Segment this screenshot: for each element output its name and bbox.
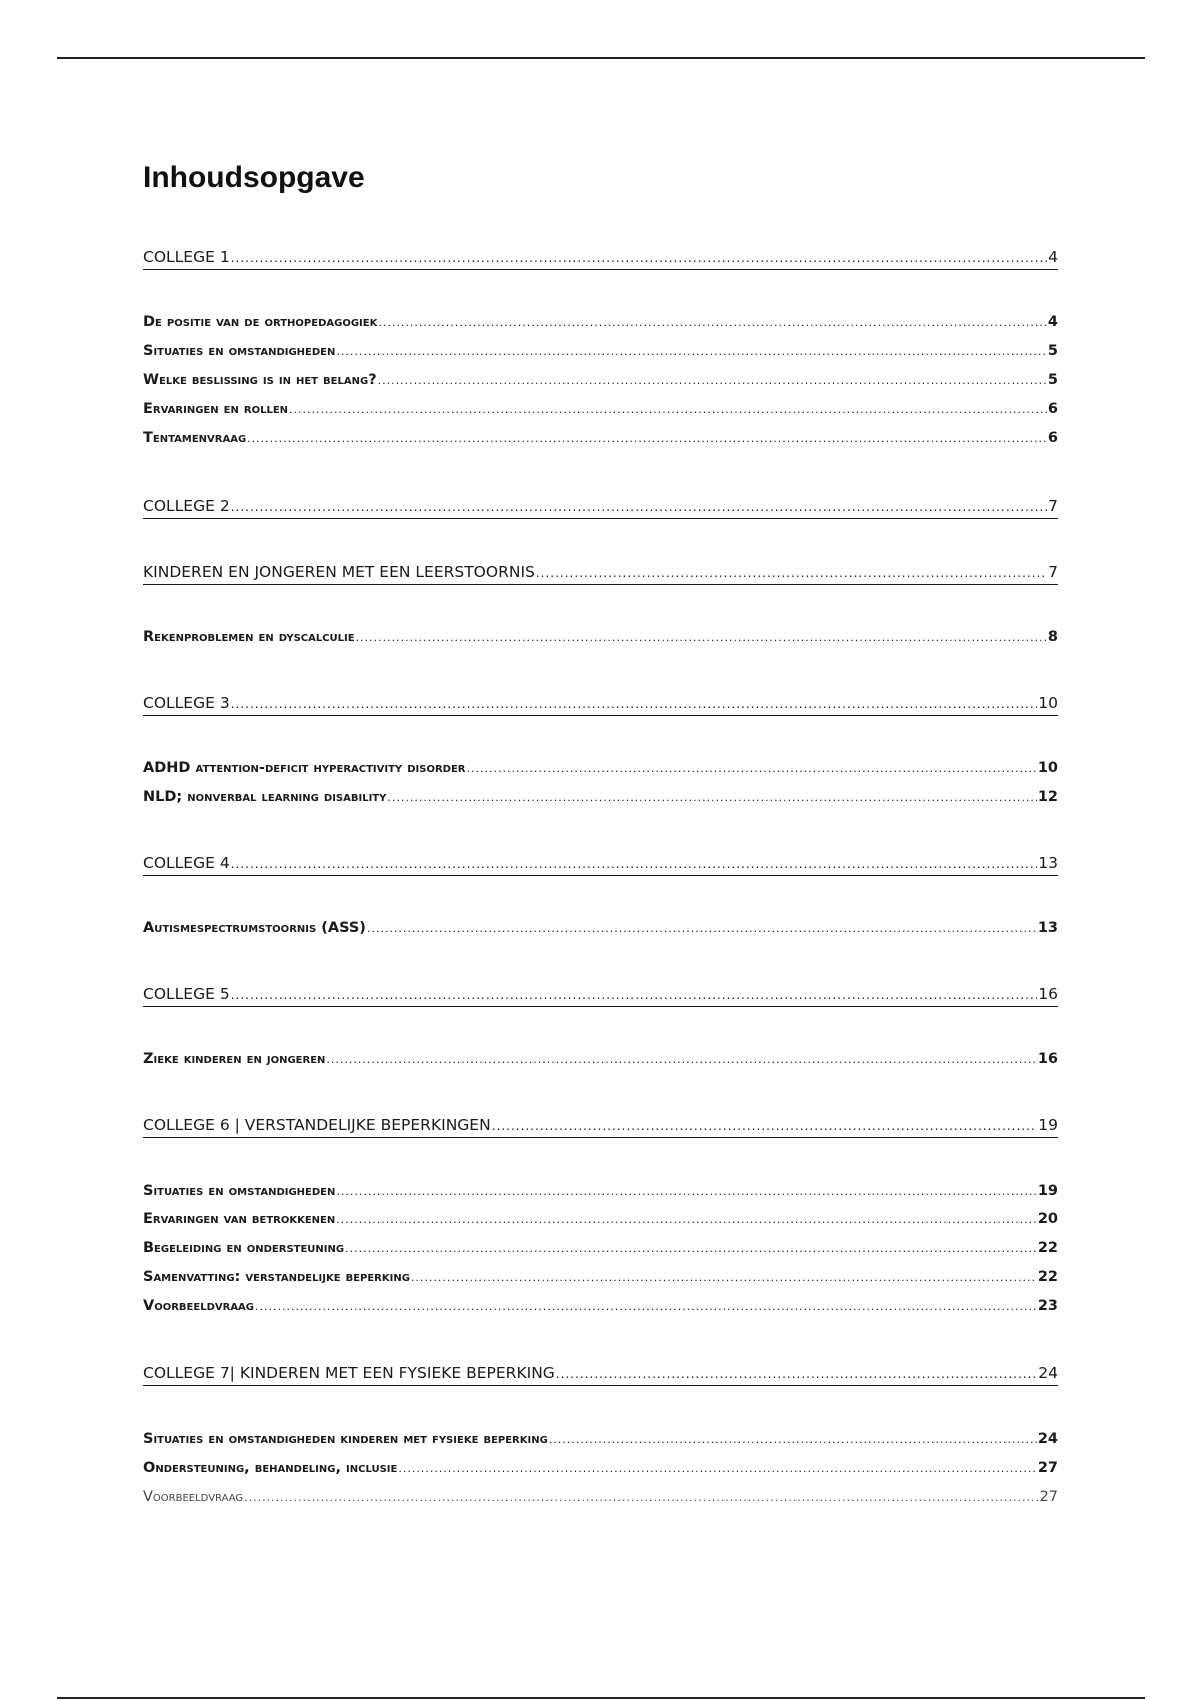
toc-entry-label: Rekenproblemen en dyscalculie — [143, 629, 355, 645]
toc-entry-label: Voorbeeldvraag — [143, 1489, 244, 1505]
toc-entry[interactable] — [143, 1183, 1058, 1203]
toc-entry-page: 6 — [1047, 401, 1058, 417]
toc-entry-page: 10 — [1038, 694, 1058, 712]
toc-entry-page: 20 — [1037, 1211, 1058, 1227]
toc-entry[interactable] — [143, 920, 1058, 940]
toc-entry-label: Autismespectrumstoornis (ASS) — [143, 920, 366, 936]
toc-entry-label: Samenvatting: verstandelijke beperking — [143, 1269, 410, 1285]
toc-entry-page: 4 — [1047, 314, 1058, 330]
toc-entry-label: Begeleiding en ondersteuning — [143, 1240, 345, 1256]
toc-entry-page: 10 — [1037, 760, 1058, 776]
toc-entry[interactable] — [143, 401, 1058, 421]
toc-entry-page: 8 — [1047, 629, 1058, 645]
toc-entry-college-7[interactable] — [143, 1364, 1058, 1386]
toc-entry-label: Tentamenvraag — [143, 430, 247, 446]
footer-rule — [57, 1697, 1145, 1699]
toc-entry-college-2[interactable] — [143, 497, 1058, 519]
toc-entry[interactable] — [143, 629, 1058, 649]
toc-entry-college-4[interactable] — [143, 854, 1058, 876]
toc-entry-page: 19 — [1037, 1183, 1058, 1199]
toc-entry-page: 13 — [1037, 920, 1058, 936]
toc-entry-label: KINDEREN EN JONGEREN MET EEN LEERSTOORNIS — [143, 563, 535, 581]
toc-entry-label: COLLEGE 4 — [143, 854, 230, 872]
toc-entry[interactable] — [143, 1431, 1058, 1451]
toc-entry[interactable] — [143, 1211, 1058, 1231]
toc-entry-page: 4 — [1048, 248, 1058, 266]
toc-entry[interactable] — [143, 760, 1058, 780]
toc-entry-page: 7 — [1048, 563, 1058, 581]
toc-entry[interactable] — [143, 1460, 1058, 1480]
toc-entry-page: 13 — [1038, 854, 1058, 872]
toc-entry-page: 23 — [1037, 1298, 1058, 1314]
toc-entry-page: 22 — [1037, 1269, 1058, 1285]
toc-entry-label: De positie van de orthopedagogiek — [143, 314, 378, 330]
toc-entry-page: 5 — [1047, 343, 1058, 359]
toc-entry-label: Situaties en omstandigheden — [143, 1183, 336, 1199]
toc-entry-page: 19 — [1038, 1116, 1058, 1134]
toc-entry-page: 24 — [1038, 1364, 1058, 1382]
toc-entry[interactable] — [143, 1240, 1058, 1260]
toc-entry[interactable] — [143, 430, 1058, 450]
toc-entry-label: Ervaringen en rollen — [143, 401, 289, 417]
toc-entry-page: 16 — [1037, 1051, 1058, 1067]
toc-entry-page: 22 — [1037, 1240, 1058, 1256]
toc-entry-label: Situaties en omstandigheden kinderen met fysieke beperking — [143, 1431, 548, 1447]
toc-entry-label: COLLEGE 1 — [143, 248, 230, 266]
toc-entry-label: Zieke kinderen en jongeren — [143, 1051, 326, 1067]
toc-entry-page: 7 — [1048, 497, 1058, 515]
toc-entry-label: Voorbeeldvraag — [143, 1298, 255, 1314]
toc-entry-page: 12 — [1037, 789, 1058, 805]
toc-entry-label: COLLEGE 7| KINDEREN MET EEN FYSIEKE BEPERKING — [143, 1364, 555, 1382]
toc-entry[interactable] — [143, 343, 1058, 363]
toc-entry-page: 27 — [1039, 1489, 1058, 1505]
toc-entry-label: Situaties en omstandigheden — [143, 343, 336, 359]
toc-entry[interactable] — [143, 1298, 1058, 1318]
toc-entry-label: Welke beslissing is in het belang? — [143, 372, 377, 388]
toc-entry-page: 27 — [1037, 1460, 1058, 1476]
toc-entry[interactable] — [143, 1489, 1058, 1509]
toc-entry-college-6[interactable] — [143, 1116, 1058, 1138]
toc-entry[interactable] — [143, 314, 1058, 334]
toc-entry-label: Ondersteuning, behandeling, inclusie — [143, 1460, 398, 1476]
toc-entry[interactable] — [143, 1269, 1058, 1289]
toc-entry-label: NLD; nonverbal learning disability — [143, 789, 387, 805]
toc-entry-label: Ervaringen van betrokkenen — [143, 1211, 336, 1227]
page-title: Inhoudsopgave — [143, 161, 365, 194]
toc-entry-page: 5 — [1047, 372, 1058, 388]
toc-entry-college-5[interactable] — [143, 985, 1058, 1007]
toc-entry-label: COLLEGE 5 — [143, 985, 230, 1003]
toc-entry-label: COLLEGE 2 — [143, 497, 230, 515]
toc-entry-college-3[interactable] — [143, 694, 1058, 716]
toc-entry[interactable] — [143, 1051, 1058, 1071]
toc-entry-page: 16 — [1038, 985, 1058, 1003]
toc-entry[interactable] — [143, 789, 1058, 809]
toc-entry-leerstoornis[interactable] — [143, 563, 1058, 585]
toc-entry-college-1[interactable] — [143, 248, 1058, 270]
toc-entry-label: ADHD attention-deficit hyperactivity disorder — [143, 760, 466, 776]
toc-entry-label: COLLEGE 3 — [143, 694, 230, 712]
toc-entry[interactable] — [143, 372, 1058, 392]
toc-entry-label: COLLEGE 6 | VERSTANDELIJKE BEPERKINGEN — [143, 1116, 491, 1134]
toc-entry-page: 24 — [1037, 1431, 1058, 1447]
header-rule — [57, 57, 1145, 59]
toc-entry-page: 6 — [1047, 430, 1058, 446]
